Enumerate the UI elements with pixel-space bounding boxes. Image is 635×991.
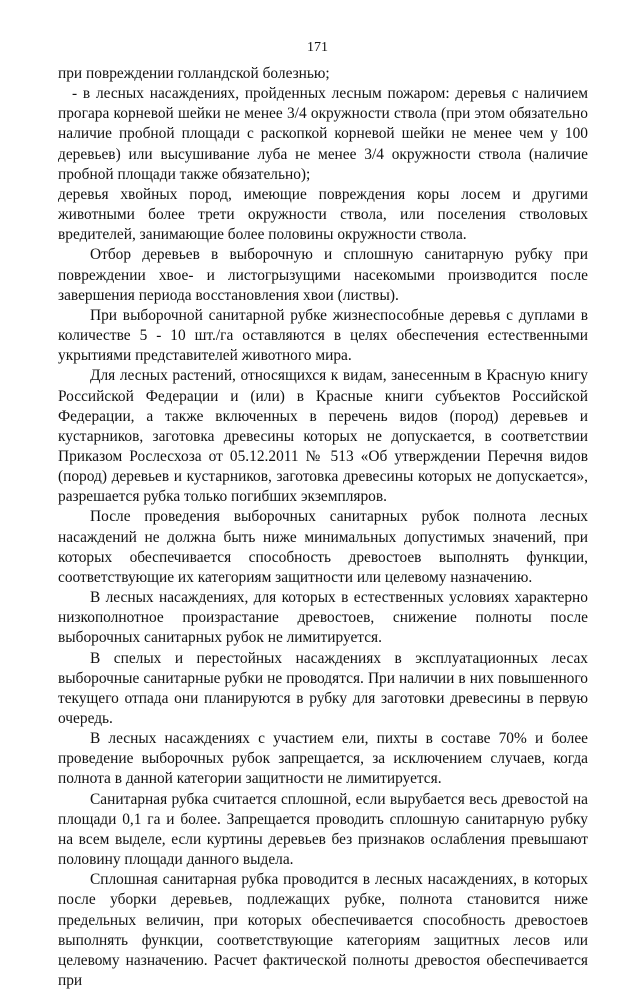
paragraph-1: при повреждении голландской болезнью; [58, 65, 330, 82]
paragraph-7: После проведения выборочных санитарных рубок полнота лесных насаждений не должна быть ниже минимальных допустимых значений, при которых обеспечивается способность древостоев выполнять функции, соответствующие их категориям защитности или целевому назначению. [58, 508, 588, 586]
paragraph-2: - в лесных насаждениях, пройденных лесным пожаром: деревья с наличием прогара корневой шейки не менее 3/4 окружности ствола (при этом обязательно наличие пробной площади с раскопкой корневой шейки не менее чем у 100 деревьев) или высушивание луба не менее 3/4 окружности ствола (наличие пробной площади также обязательно); [58, 85, 588, 183]
paragraph-5: При выборочной санитарной рубке жизнеспособные деревья с дуплами в количестве 5 - 10 шт./га оставляются в целях обеспечения естественными укрытиями представителей животного мира. [58, 306, 588, 365]
paragraph-12: Сплошная санитарная рубка проводится в лесных насаждениях, в которых после уборки деревьев, подлежащих рубке, полнота становится ниже предельных величин, при которых обеспечивается способность древостоев выполнять функции, соответствующие категориям защитных лесов или целевому назначению. Расчет фактической полноты древостоя обеспечивается при [58, 871, 588, 990]
paragraph-10: В лесных насаждениях с участием ели, пихты в составе 70% и более проведение выборочных рубок запрещается, за исключением случаев, когда полнота в данной категории защитности не лимитируется. [58, 730, 588, 788]
paragraph-4: Отбор деревьев в выборочную и сплошную санитарную рубку при повреждении хвое- и листогрызущими насекомыми производится после завершения периода восстановления хвои (листвы). [58, 246, 588, 304]
paragraph-11: Санитарная рубка считается сплошной, если вырубается весь древостой на площади 0,1 га и более. Запрещается проводить сплошную санитарную рубку на всем выделе, если куртины деревьев без признаков ослабления превышают половину площади данного выдела. [58, 790, 588, 869]
paragraph-9: В спелых и перестойных насаждениях в эксплуатационных лесах выборочные санитарные рубки не проводятся. При наличии в них повышенного текущего отпада они планируются в рубку для заготовки древесины в первую очередь. [58, 649, 588, 727]
paragraph-6: Для лесных растений, относящихся к видам, занесенным в Красную книгу Российской Федерации и (или) в Красные книги субъектов Российской Федерации, а также включенных в перечень видов (пород) деревьев и кустарников, заготовка древесины которых не допускается, в соответствии Приказом Рослесхоза от 05.12.2011 № 513 «Об утверждении Перечня видов (пород) деревьев и кустарников, заготовка древесины которых не допускается», разрешается рубка только погибших экземпляров. [58, 367, 588, 506]
page-number: 171 [307, 40, 328, 55]
paragraph-8: В лесных насаждениях, для которых в естественных условиях характерно низкополнотное произрастание древостоев, снижение полноты после выборочных санитарных рубок не лимитируется. [58, 589, 588, 647]
paragraph-3: деревья хвойных пород, имеющие повреждения коры лосем и другими животными более трети окружности ствола, или поселения стволовых вредителей, занимающие более половины окружности ствола. [58, 185, 588, 244]
body-text [58, 64, 588, 991]
